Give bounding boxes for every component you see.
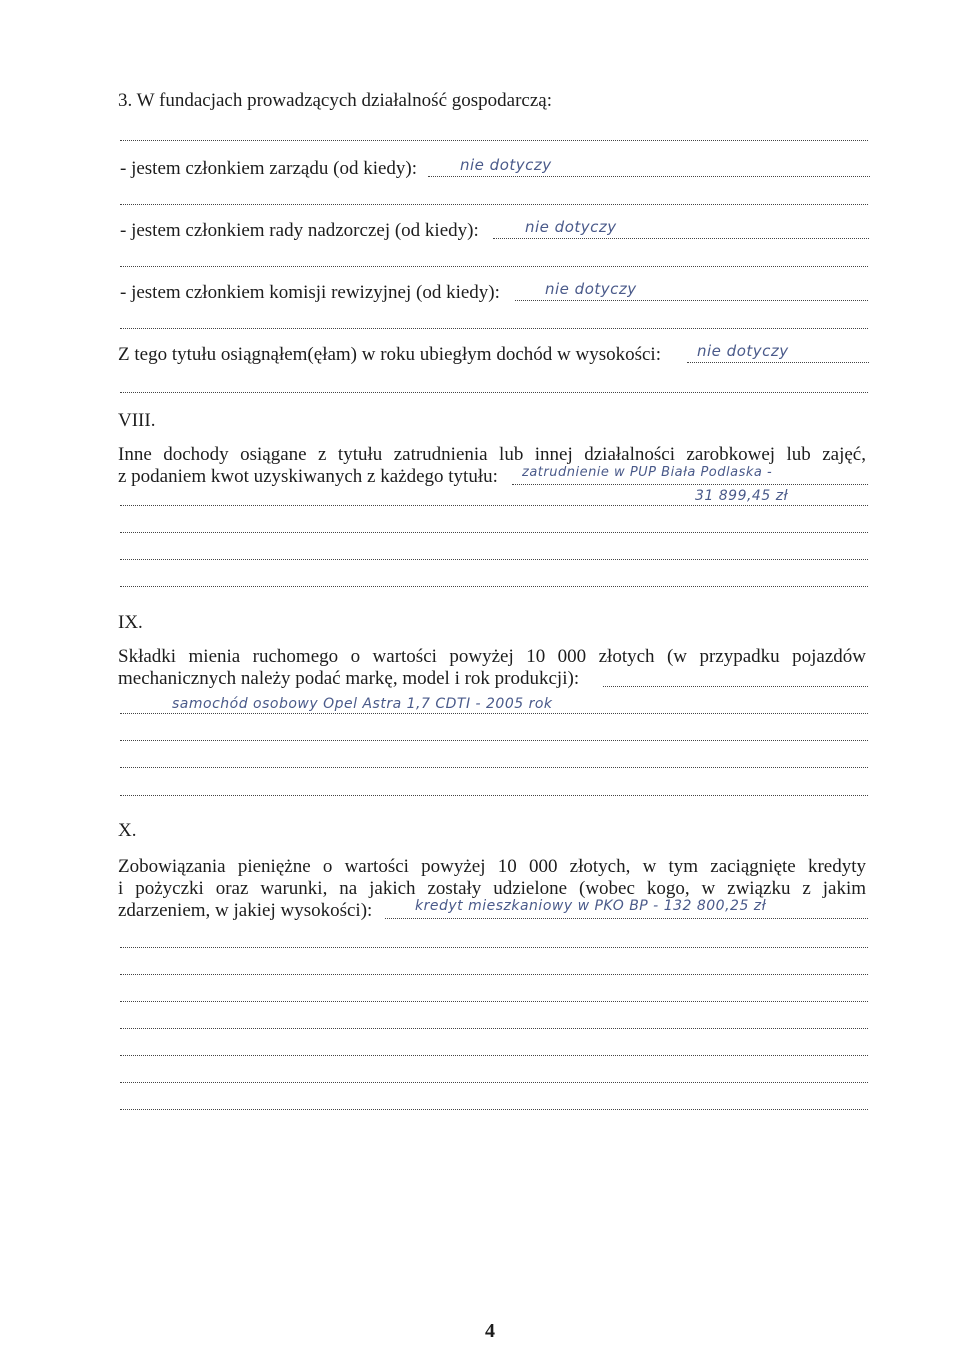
dotted-line <box>120 1055 868 1056</box>
audit-label: - jestem członkiem komisji rewizyjnej (od kiedy): <box>120 282 500 303</box>
dotted-line <box>120 532 868 533</box>
section-8-heading: VIII. <box>118 410 156 431</box>
dotted-line <box>428 176 870 177</box>
liabilities-value: kredyt mieszkaniowy w PKO BP - 132 800,25 zł <box>415 898 767 914</box>
dotted-line <box>120 1028 868 1029</box>
dotted-line <box>120 974 868 975</box>
dotted-line <box>120 559 868 560</box>
section-9-line-1: Składki mienia ruchomego o wartości powyżej 10 000 złotych (w przypadku pojazdów <box>118 646 866 667</box>
income-label: Z tego tytułu osiągnąłem(ęłam) w roku ubiegłym dochód w wysokości: <box>118 344 661 365</box>
section-9-heading: IX. <box>118 612 143 633</box>
section-10-line-3: zdarzeniem, w jakiej wysokości): <box>118 900 373 921</box>
section-10-line-1: Zobowiązania pieniężne o wartości powyżej 10 000 złotych, w tym zaciągnięte kredyty <box>118 856 866 877</box>
dotted-line <box>687 362 869 363</box>
board-label: - jestem członkiem zarządu (od kiedy): <box>120 158 418 179</box>
section-10-heading: X. <box>118 820 137 841</box>
other-income-amount: 31 899,45 zł <box>695 488 789 504</box>
section-10-line-2: i pożyczki oraz warunki, na jakich zostały udzielone (wobec kogo, w związku z jakim <box>118 878 866 899</box>
dotted-line <box>120 266 868 267</box>
dotted-line <box>120 328 868 329</box>
dotted-line <box>120 1001 868 1002</box>
section-9-line-2: mechanicznych należy podać markę, model i rok produkcji): <box>118 668 580 689</box>
income-value: nie dotyczy <box>697 342 789 360</box>
page-number: 4 <box>485 1320 495 1342</box>
dotted-line <box>120 505 868 506</box>
dotted-line <box>603 686 868 687</box>
supervisory-value: nie dotyczy <box>525 218 617 236</box>
dotted-line <box>512 484 868 485</box>
dotted-line <box>120 740 868 741</box>
dotted-line <box>120 1109 868 1110</box>
audit-value: nie dotyczy <box>545 280 637 298</box>
board-value: nie dotyczy <box>460 156 552 174</box>
dotted-line <box>515 300 868 301</box>
dotted-line <box>493 238 869 239</box>
section-8-line-1: Inne dochody osiągane z tytułu zatrudnienia lub innej działalności zarobkowej lub zajęć, <box>118 444 866 465</box>
other-income-source: zatrudnienie w PUP Biała Podlaska - <box>522 465 773 480</box>
dotted-line <box>120 140 868 141</box>
section-8-line-2: z podaniem kwot uzyskiwanych z każdego tytułu: <box>118 466 498 487</box>
dotted-line <box>120 204 868 205</box>
movable-property-value: samochód osobowy Opel Astra 1,7 CDTI - 2005 rok <box>172 696 553 712</box>
dotted-line <box>120 795 868 796</box>
section-3-title: 3. W fundacjach prowadzących działalność gospodarczą: <box>118 90 552 111</box>
dotted-line <box>120 767 868 768</box>
dotted-line <box>385 918 868 919</box>
supervisory-label: - jestem członkiem rady nadzorczej (od kiedy): <box>120 220 479 241</box>
dotted-line <box>120 586 868 587</box>
dotted-line <box>120 947 868 948</box>
dotted-line <box>120 392 868 393</box>
dotted-line <box>120 713 868 714</box>
dotted-line <box>120 1082 868 1083</box>
